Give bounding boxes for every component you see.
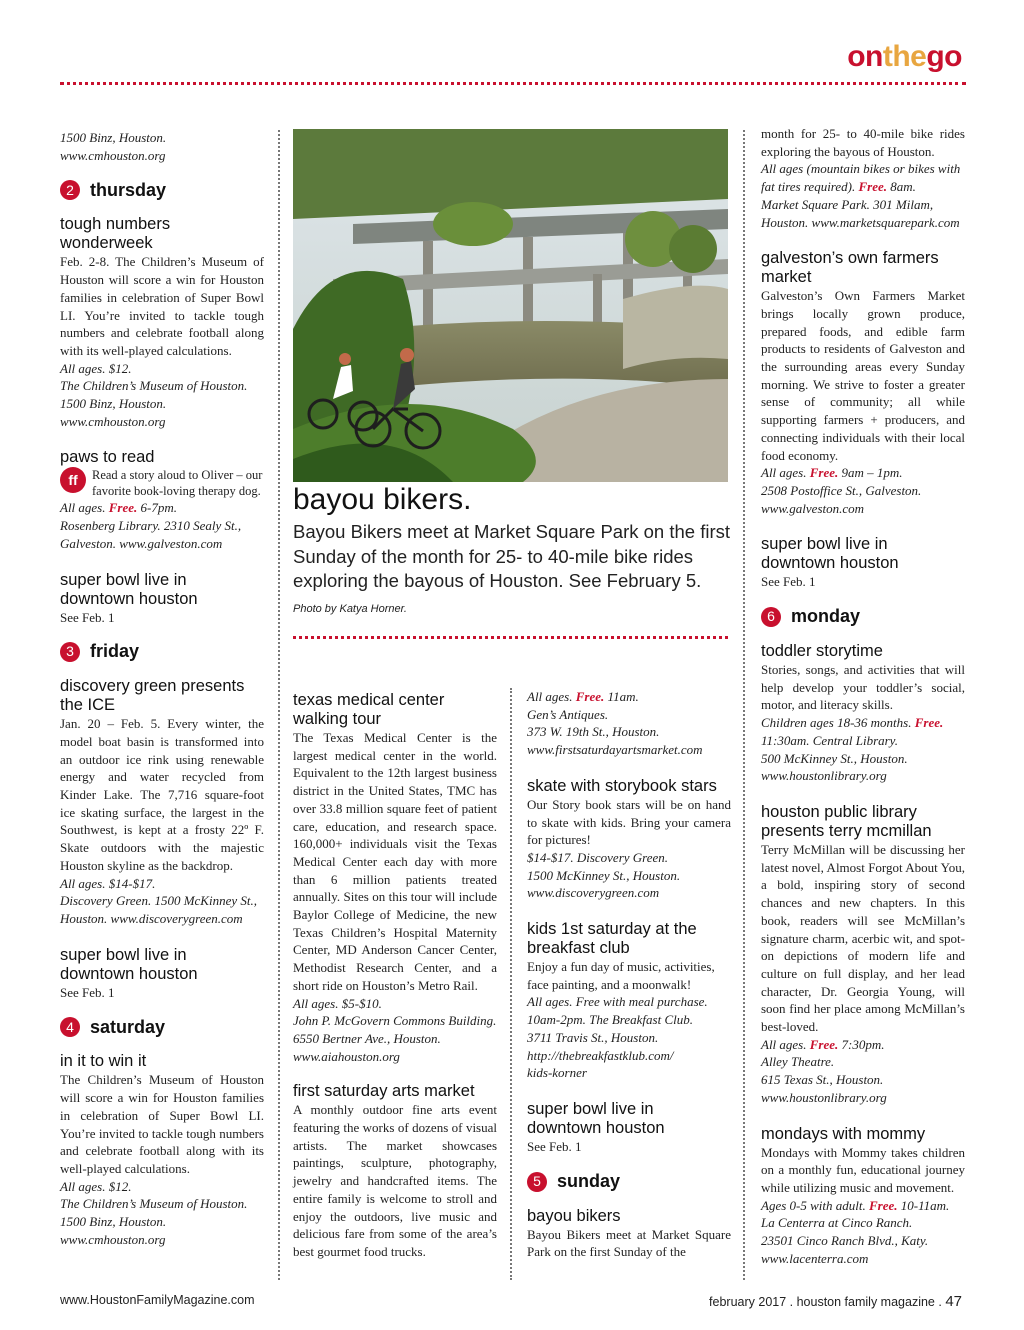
feature-divider [293, 636, 728, 639]
column-divider [510, 688, 512, 1280]
event-title: first saturday arts market [293, 1082, 475, 1101]
ff-logo-icon: ff [60, 467, 86, 493]
event-title: toddler storytime [761, 642, 883, 661]
event-title: super bowl live in downtown houston [761, 535, 899, 573]
day-header: 4 saturday [60, 1017, 264, 1037]
column-divider [278, 130, 280, 1280]
event-title: skate with storybook stars [527, 776, 717, 795]
feature-headline: bayou bikers. [293, 483, 472, 516]
column-2: texas medical center walking tour The Texas Medical Center is the largest medical center in the world. Equivalent to the 12th largest business district in the United States, TMC has over 33.8 million square feet of patient care, education, and research space. 160,000+ individuals visit the Texas Medical Center each day with more than 6 million patients treated annually. Sites on this tour will include Baylor College of Medicine, the new Texas Children’s Hospital Maternity Center, MD Anderson Cancer Center, Methodist Research Center, and a short ride on Houston’s Metro Rail. All ages. $5-$10. John P. McGovern Commons Building. 6550 Bertner Ave., Houston. www.aiahouston.org first saturday arts market A monthly outdoor fine arts event featuring the works of dozens of visual artists. The market showcases paintings, sculpture, photography, jewelry and handcrafted items. The entire family is welcome to stroll and enjoy the outdoors, live music and delicious fare from some of the area’s best gourmet food trucks. [293, 691, 497, 1259]
photo-credit: Photo by Katya Horner. [293, 602, 407, 615]
event-title: super bowl live in downtown houston [60, 570, 198, 608]
event-title: super bowl live in downtown houston [60, 945, 198, 983]
event-title: in it to win it [60, 1052, 147, 1071]
section-brand: onthego [847, 40, 962, 73]
event-title: galveston’s own farmers market [761, 249, 939, 287]
footer-issue: february 2017 . houston family magazine . 47 [709, 1293, 962, 1310]
event-title: tough numbers wonderweek [60, 215, 171, 253]
bayou-bikers-photo [293, 129, 728, 482]
header-divider [60, 82, 966, 85]
footer-website: www.HoustonFamilyMagazine.com [60, 1293, 255, 1307]
column-1: 1500 Binz, Houston. www.cmhouston.org 2 thursday tough numbers wonderweek Feb. 2-8. The Children’s Museum of Houston will score a win for Houston families in celebration of Super Bowl LI. You’re invited to tackle tough numbers and celebrate football along with its well-played calculations. All ages. $12. The Children’s Museum of Houston. 1500 Binz, Houston. www.cmhouston.org paws to read ff Read a story aloud to Oliver – our favorite book-loving therapy dog. All ages. Free. 6-7pm. Rosenberg Library. 2310 Sealy St., Galveston. www.galveston.com super bowl live in downtown houston See Feb. 1 3 friday discovery green presents the ICE Jan. 20 – Feb. 5. Every winter, the model boat basin is transformed into an outdoor ice rink using renewable energy and water recycled from Kinder Lake. The 7,716 square-foot ice skating surface, the largest in the Southwest, is kept at a frosty 22º F. Skate outdoors with the majestic Houston skyline as the backdrop. All ages. $14-$17. Discovery Green. 1500 McKinney St., Houston. www.discoverygreen.com super bowl live in downtown houston See Feb. 1 4 saturday in it to win it The Children’s Museum of Houston will score a win for Houston families in celebration of Super Bowl LI. You’re invited to tackle tough numbers and celebrate football along with its well-played calculations. All ages. $12. The Children’s Museum of Houston. 1500 Binz, Houston. www.cmhouston.org [60, 130, 264, 1247]
event-title: kids 1st saturday at the breakfast club [527, 920, 697, 958]
column-3: All ages. Free. 11am. Gen’s Antiques. 373 W. 19th St., Houston. www.firstsaturdayartsmarket.com skate with storybook stars Our Story book stars will be on hand to skate with kids. Bring your camera for pictures! $14-$17. Discovery Green. 1500 McKinney St., Houston. www.discoverygreen.com kids 1st saturday at the breakfast club Enjoy a fun day of music, activities, face painting, and a moonwalk! All ages. Free with meal purchase. 10am-2pm. The Breakfast Club. 3711 Travis St., Houston. http://thebreakfastklub.com/ kids-korner super bowl live in downtown houston See Feb. 1 5 sunday bayou bikers Bayou Bikers meet at Market Square Park on the first Sunday of the [527, 689, 731, 1260]
day-header: 3 friday [60, 642, 264, 662]
column-divider [743, 130, 745, 1280]
event-title: discovery green presents the ICE [60, 677, 245, 715]
event-title: bayou bikers [527, 1206, 621, 1225]
event-title: super bowl live in downtown houston [527, 1099, 665, 1137]
day-header: 2 thursday [60, 180, 264, 200]
event-title: texas medical center walking tour [293, 691, 445, 728]
day-header: 5 sunday [527, 1172, 731, 1192]
event-title: houston public library presents terry mcmillan [761, 802, 932, 840]
event-title: mondays with mommy [761, 1124, 926, 1143]
day-header: 6 monday [761, 607, 965, 627]
page-number: 47 [945, 1293, 962, 1310]
column-4: month for 25- to 40-mile bike rides exploring the bayous of Houston. All ages (mountain bikes or bikes with fat tires required). Free. 8am. Market Square Park. 301 Milam, Houston. www.marketsquarepark.com galveston’s own farmers market Galveston’s Own Farmers Market brings locally grown produce, prepared foods, and edible farm products to residents of Galveston and the surrounding areas every Sunday morning. We strive to foster a greater sense of community; all while supporting farmers + producers, and connecting individuals with their local food economy. All ages. Free. 9am – 1pm. 2508 Postoffice St., Galveston. www.galveston.com super bowl live in downtown houston See Feb. 1 6 monday toddler storytime Stories, songs, and activities that will help develop your toddler’s social, motor, and literacy skills. Children ages 18-36 months. Free. 11:30am. Central Library. 500 McKinney St., Houston. www.houstonlibrary.org houston public library presents terry mcmillan Terry McMillan will be discussing her latest novel, Almost Forgot About You, a bold, inspiring story of second chances and new chapters. In this book, readers will see McMillan’s signature charm, acerbic wit, and spot-on depictions of modern life and culture on full display, and her lead character, Dr. Georgia Young, will soon find her place among McMillan’s best-loved. All ages. Free. 7:30pm. Alley Theatre. 615 Texas St., Houston. www.houstonlibrary.org mondays with mommy Mondays with Mommy takes children on a monthly fun, educational journey while utilizing music and movement. Ages 0-5 with adult. Free. 10-11am. La Centerra at Cinco Ranch. 23501 Cinco Ranch Blvd., Katy. www.lacenterra.com [761, 126, 965, 1266]
event-title: paws to read [60, 448, 155, 467]
feature-deck: Bayou Bikers meet at Market Square Park on the first Sunday of the month for 25- to 40-mile bike rides exploring the bayous of Houston. See February 5. Photo by Katya Horner. [293, 521, 730, 615]
